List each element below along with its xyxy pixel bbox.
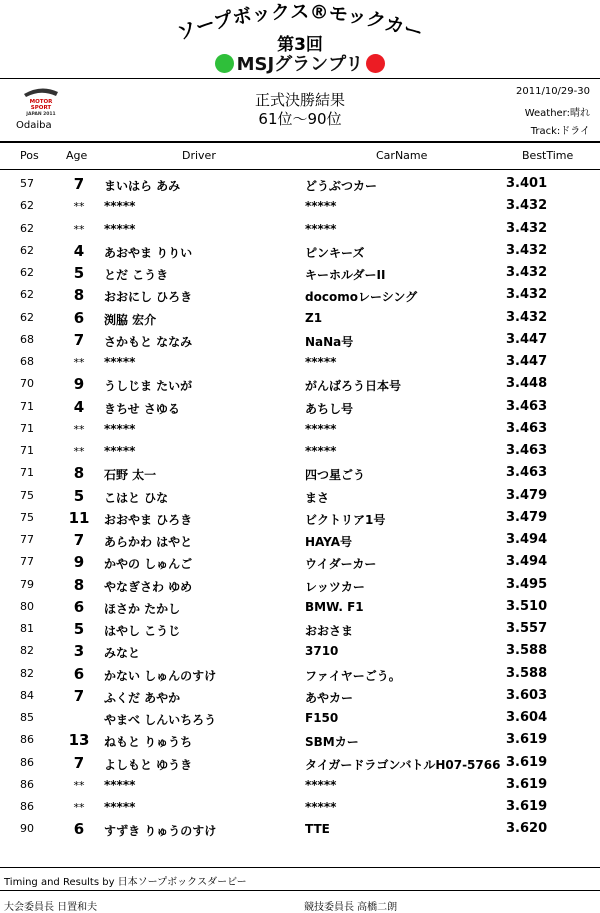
col-time: BestTime — [522, 149, 574, 162]
col-car: CarName — [376, 149, 428, 162]
event-name: MSJグランプリ — [0, 50, 600, 72]
driver-cell: やまべ しんいちろう — [104, 713, 217, 727]
track-condition: Track:ドライ — [530, 126, 590, 137]
car-cell: あやカー — [305, 690, 354, 705]
car-cell: ***** — [305, 355, 337, 369]
table-row — [0, 796, 600, 818]
age-cell: 6 — [73, 597, 85, 616]
age-cell: 5 — [73, 264, 85, 282]
table-row — [0, 818, 600, 840]
age-cell: 5 — [73, 486, 85, 505]
age-cell: 6 — [73, 308, 85, 327]
age-cell: 9 — [73, 553, 85, 572]
pos-cell: 62 — [20, 221, 34, 235]
age-cell: 8 — [73, 575, 85, 594]
age-cell: 6 — [73, 820, 85, 839]
pos-cell: 62 — [20, 199, 34, 213]
svg-text:SPORT: SPORT — [30, 105, 52, 111]
age-cell: 7 — [73, 175, 85, 193]
table-row — [0, 685, 600, 707]
car-cell: docomoレーシング — [305, 290, 418, 305]
pos-cell: 71 — [20, 444, 34, 457]
driver-cell: ふくだ あやか — [104, 690, 181, 705]
age-cell: ** — [73, 801, 85, 814]
table-row — [0, 418, 600, 440]
col-driver: Driver — [182, 149, 216, 162]
pos-cell: 62 — [20, 266, 34, 279]
time-cell: 3.620 — [506, 821, 548, 837]
age-cell: ** — [73, 200, 85, 214]
pos-cell: 79 — [20, 577, 34, 591]
pos-cell: 84 — [20, 688, 34, 702]
table-row — [0, 663, 600, 685]
svg-text:MOTOR: MOTOR — [29, 99, 53, 105]
table-row — [0, 440, 600, 462]
results-table — [0, 173, 600, 841]
age-cell: 4 — [73, 241, 85, 260]
driver-cell: かやの しゅんご — [104, 557, 193, 572]
col-age: Age — [66, 149, 88, 162]
car-cell: BMW. F1 — [305, 599, 364, 614]
time-cell: 3.619 — [506, 776, 548, 792]
table-row — [0, 618, 600, 640]
table-row — [0, 195, 600, 217]
pos-cell: 81 — [20, 622, 34, 635]
event-edition: 第3回 — [277, 35, 323, 55]
event-date: 2011/10/29-30 — [516, 86, 590, 97]
car-cell: ***** — [305, 199, 337, 214]
pos-cell: 77 — [20, 533, 34, 546]
driver-cell: ねもと りゅうち — [104, 735, 193, 750]
pos-cell: 86 — [20, 777, 34, 791]
car-cell: タイガードラゴンバトルH07-5766 — [305, 757, 501, 772]
time-cell: 3.448 — [506, 376, 548, 392]
pos-cell: 82 — [20, 644, 34, 658]
pos-cell: 77 — [20, 555, 34, 569]
time-cell: 3.447 — [506, 354, 548, 369]
driver-cell: うしじま たいが — [104, 379, 193, 394]
chairman: 大会委員長 日置和夫 — [4, 902, 98, 913]
table-row — [0, 485, 600, 507]
green-dot-icon — [215, 54, 234, 73]
time-cell: 3.557 — [506, 621, 548, 636]
result-title: 正式決勝結果 — [254, 91, 345, 109]
table-row — [0, 529, 600, 551]
driver-cell: 石野 太一 — [104, 468, 157, 483]
time-cell: 3.479 — [506, 509, 548, 525]
pos-cell: 82 — [20, 666, 34, 680]
pos-cell: 68 — [20, 332, 34, 346]
driver-cell: おおやま ひろき — [104, 512, 193, 527]
table-row — [0, 307, 600, 329]
col-pos: Pos — [20, 149, 39, 162]
pos-cell: 80 — [20, 599, 34, 613]
age-cell: ** — [73, 422, 85, 436]
driver-cell: ***** — [104, 800, 136, 814]
car-cell: NaNa号 — [305, 334, 354, 349]
car-cell: ***** — [305, 777, 337, 792]
car-cell: ***** — [305, 221, 337, 236]
time-cell: 3.603 — [506, 687, 548, 703]
pos-cell: 75 — [20, 510, 34, 524]
table-row — [0, 596, 600, 618]
driver-cell: やなぎさわ ゆめ — [104, 579, 193, 594]
age-cell: 9 — [73, 375, 85, 394]
time-cell: 3.588 — [506, 643, 548, 659]
table-row — [0, 373, 600, 395]
car-cell: ウイダーカー — [305, 557, 377, 572]
pos-cell: 86 — [20, 800, 34, 813]
pos-cell: 86 — [20, 733, 34, 747]
time-cell: 3.604 — [506, 710, 548, 725]
age-cell: ** — [73, 356, 85, 369]
car-cell: ***** — [305, 421, 337, 436]
driver-cell: ***** — [104, 777, 136, 792]
driver-cell: ***** — [104, 355, 136, 369]
car-cell: まさ — [305, 490, 330, 505]
age-cell: ** — [73, 778, 85, 792]
car-cell: ***** — [305, 800, 337, 814]
pos-cell: 86 — [20, 755, 34, 769]
time-cell: 3.494 — [506, 532, 548, 547]
weather: Weather:晴れ — [524, 108, 590, 119]
pos-cell: 57 — [20, 177, 34, 190]
svg-text:JAPAN 2011: JAPAN 2011 — [26, 112, 56, 117]
car-cell: 3710 — [305, 644, 339, 659]
pos-cell: 62 — [20, 288, 34, 302]
age-cell: 7 — [73, 686, 85, 705]
table-row — [0, 284, 600, 306]
time-cell: 3.432 — [506, 287, 548, 303]
driver-cell: はやし こうじ — [104, 624, 181, 638]
table-row — [0, 396, 600, 418]
table-row — [0, 262, 600, 284]
car-cell: ピンキーズ — [305, 245, 365, 260]
time-cell: 3.432 — [506, 309, 548, 325]
age-cell: 3 — [73, 642, 85, 661]
time-cell: 3.432 — [506, 265, 548, 280]
age-cell: 8 — [73, 286, 85, 305]
pos-cell: 85 — [20, 711, 34, 724]
divider — [0, 890, 600, 891]
driver-cell: おおにし ひろき — [104, 290, 193, 305]
red-dot-icon — [366, 54, 385, 73]
time-cell: 3.619 — [506, 754, 548, 770]
time-cell: 3.494 — [506, 554, 548, 570]
pos-cell: 90 — [20, 822, 34, 836]
driver-cell: こはと ひな — [104, 490, 169, 505]
time-cell: 3.510 — [506, 598, 548, 614]
table-row — [0, 574, 600, 596]
driver-cell: みなと — [104, 646, 141, 661]
time-cell: 3.479 — [506, 487, 548, 503]
driver-cell: ***** — [104, 221, 136, 236]
table-row — [0, 218, 600, 240]
age-cell: 5 — [73, 620, 85, 638]
age-cell: 7 — [73, 753, 85, 772]
age-cell: ** — [73, 445, 85, 458]
pos-cell: 70 — [20, 377, 34, 391]
car-cell: ビクトリア1号 — [305, 512, 386, 527]
table-row — [0, 351, 600, 373]
steward: 競技委員長 高橋二朗 — [304, 902, 398, 913]
driver-cell: きちせ さゆる — [104, 401, 180, 416]
car-cell: あちし号 — [305, 401, 354, 416]
car-cell: ***** — [305, 444, 337, 458]
driver-cell: あらかわ はやと — [104, 535, 193, 549]
driver-cell: ***** — [104, 199, 136, 214]
timing-credit: Timing and Results by 日本ソープボックスダービー — [4, 877, 247, 888]
driver-cell: まいはら あみ — [104, 179, 181, 193]
time-cell: 3.401 — [506, 176, 548, 191]
divider — [0, 78, 600, 79]
table-row — [0, 774, 600, 796]
driver-cell: かない しゅんのすけ — [104, 668, 217, 683]
venue-label: Odaiba — [16, 120, 52, 131]
car-cell: TTE — [305, 822, 330, 837]
table-row — [0, 173, 600, 195]
result-range: 61位～90位 — [258, 110, 342, 128]
pos-cell: 71 — [20, 399, 34, 413]
time-cell: 3.463 — [506, 398, 548, 414]
table-row — [0, 640, 600, 662]
divider — [0, 867, 600, 868]
car-cell: キーホルダーII — [305, 268, 386, 282]
age-cell: 8 — [73, 464, 85, 483]
age-cell: 7 — [73, 531, 85, 549]
pos-cell: 68 — [20, 355, 34, 368]
age-cell: 6 — [73, 664, 85, 683]
time-cell: 3.619 — [506, 799, 548, 814]
driver-cell: さかもと ななみ — [104, 334, 193, 349]
table-row — [0, 462, 600, 484]
event-title-arc: ソープボックス®モックカー — [174, 0, 426, 40]
time-cell: 3.619 — [506, 732, 548, 748]
driver-cell: すずき りゅうのすけ — [104, 824, 217, 839]
car-cell: SBMカー — [305, 735, 359, 750]
pos-cell: 62 — [20, 310, 34, 324]
event-banner — [0, 0, 600, 80]
time-cell: 3.495 — [506, 576, 548, 592]
table-row — [0, 507, 600, 529]
car-cell: HAYA号 — [305, 535, 353, 549]
age-cell: 13 — [68, 731, 90, 750]
car-cell: ファイヤーごう。 — [305, 668, 401, 683]
driver-cell: よしもと ゆうき — [104, 757, 193, 772]
car-cell: レッツカー — [305, 579, 365, 594]
car-cell: 四つ星ごう — [305, 468, 366, 483]
time-cell: 3.463 — [506, 420, 548, 436]
time-cell: 3.463 — [506, 443, 548, 458]
age-cell: 4 — [73, 397, 85, 416]
time-cell: 3.588 — [506, 665, 548, 681]
car-cell: F150 — [305, 711, 339, 725]
car-cell: おおさま — [305, 624, 354, 638]
driver-cell: ***** — [104, 444, 136, 458]
pos-cell: 71 — [20, 421, 34, 435]
table-row — [0, 329, 600, 351]
age-cell: ** — [73, 222, 85, 236]
car-cell: がんばろう日本号 — [305, 379, 402, 394]
car-cell: Z1 — [305, 310, 323, 325]
age-cell: 7 — [73, 330, 85, 349]
pos-cell: 62 — [20, 243, 34, 257]
time-cell: 3.463 — [506, 465, 548, 481]
time-cell: 3.432 — [506, 242, 548, 258]
time-cell: 3.432 — [506, 198, 548, 214]
table-header — [0, 143, 600, 169]
table-row — [0, 551, 600, 573]
pos-cell: 75 — [20, 488, 34, 502]
pos-cell: 71 — [20, 466, 34, 480]
age-cell: 11 — [68, 508, 90, 527]
car-cell: どうぶつカー — [305, 179, 378, 193]
driver-cell: 渕脇 宏介 — [104, 312, 157, 327]
table-row — [0, 707, 600, 729]
driver-cell: あおやま りりい — [104, 245, 193, 260]
table-row — [0, 752, 600, 774]
driver-cell: ほさか たかし — [104, 601, 181, 616]
driver-cell: とだ こうき — [104, 268, 169, 282]
time-cell: 3.432 — [506, 220, 548, 236]
table-row — [0, 729, 600, 751]
table-row — [0, 240, 600, 262]
divider — [0, 169, 600, 170]
time-cell: 3.447 — [506, 331, 548, 347]
driver-cell: ***** — [104, 421, 136, 436]
